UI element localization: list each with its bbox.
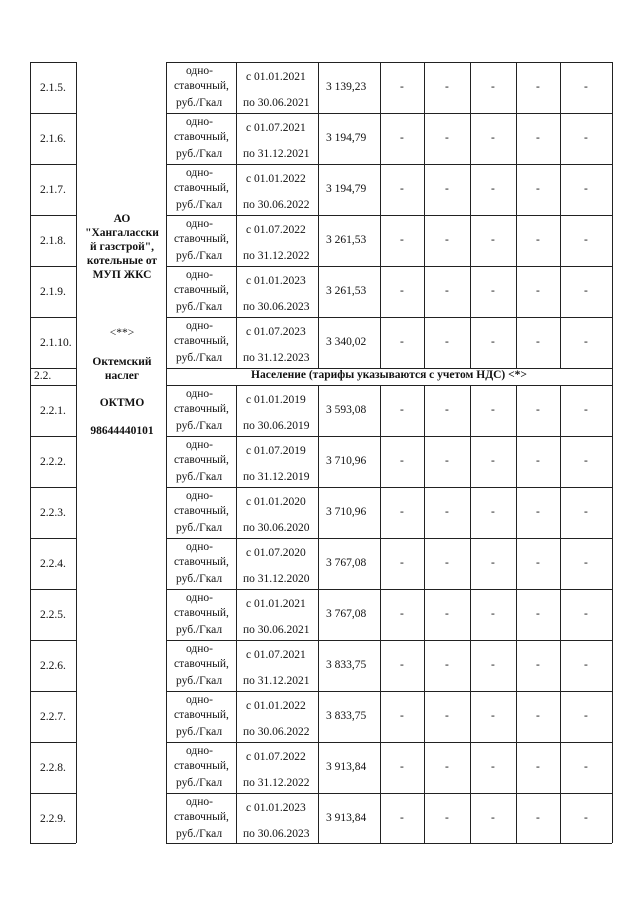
period-to: по 30.06.2019: [243, 420, 310, 432]
empty-dash: -: [536, 812, 540, 824]
row-border: [30, 793, 76, 794]
org-line: й газстрой",: [89, 241, 155, 253]
empty-dash: -: [445, 285, 449, 297]
col-border: [380, 385, 381, 843]
empty-dash: -: [536, 404, 540, 416]
empty-dash: -: [536, 659, 540, 671]
unit-text: одно-: [186, 541, 214, 553]
period-to: по 31.12.2022: [243, 250, 310, 262]
empty-dash: -: [536, 761, 540, 773]
period-to: по 31.12.2021: [243, 675, 310, 687]
unit-text: одно-: [186, 592, 214, 604]
empty-dash: -: [400, 285, 404, 297]
period-to: по 30.06.2020: [243, 522, 310, 534]
row-border: [30, 691, 76, 692]
col-border: [30, 62, 31, 843]
empty-dash: -: [536, 81, 540, 93]
empty-dash: -: [584, 761, 588, 773]
empty-dash: -: [491, 812, 495, 824]
location-line: Октемский: [92, 356, 152, 368]
col-border: [166, 62, 167, 843]
unit-text: руб./Гкал: [176, 675, 223, 687]
row-number: 2.2.1.: [40, 405, 66, 417]
period-to: по 30.06.2022: [243, 199, 310, 211]
empty-dash: -: [536, 234, 540, 246]
empty-dash: -: [536, 455, 540, 467]
org-name: [78, 212, 166, 282]
empty-dash: -: [445, 557, 449, 569]
row-border: [166, 164, 612, 165]
col-border: [424, 62, 425, 368]
unit-text: руб./Гкал: [176, 301, 223, 313]
period-from: с 01.07.2020: [246, 547, 306, 559]
row-border: [166, 215, 612, 216]
empty-dash: -: [445, 81, 449, 93]
col-border: [516, 62, 517, 368]
unit-text: ставочный,: [174, 658, 229, 670]
empty-dash: -: [445, 183, 449, 195]
unit-text: руб./Гкал: [176, 420, 223, 432]
period-from: с 01.07.2021: [246, 649, 306, 661]
unit-text: одно-: [186, 388, 214, 400]
unit-text: руб./Гкал: [176, 726, 223, 738]
tariff-value: 3 261,53: [326, 285, 367, 297]
tariff-value: 3 833,75: [326, 659, 367, 671]
unit-text: одно-: [186, 439, 214, 451]
unit-text: ставочный,: [174, 760, 229, 772]
period-from: с 01.01.2022: [246, 700, 306, 712]
table-bottom: [30, 843, 76, 844]
empty-dash: -: [491, 761, 495, 773]
empty-dash: -: [584, 812, 588, 824]
unit-text: ставочный,: [174, 607, 229, 619]
unit-text: ставочный,: [174, 182, 229, 194]
period-to: по 30.06.2023: [243, 828, 310, 840]
period-to: по 30.06.2022: [243, 726, 310, 738]
row-number: 2.2.6.: [40, 660, 66, 672]
row-number: 2.2.4.: [40, 558, 66, 570]
row-number: 2.1.9.: [40, 286, 66, 298]
unit-text: ставочный,: [174, 80, 229, 92]
empty-dash: -: [491, 455, 495, 467]
empty-dash: -: [536, 285, 540, 297]
tariff-value: 3 139,23: [326, 81, 367, 93]
row-border: [30, 436, 76, 437]
unit-text: ставочный,: [174, 709, 229, 721]
row-number: 2.2.3.: [40, 507, 66, 519]
period-from: с 01.01.2023: [246, 802, 306, 814]
empty-dash: -: [400, 659, 404, 671]
period-to: по 31.12.2021: [243, 148, 310, 160]
tariff-value: 3 593,08: [326, 404, 367, 416]
unit-text: руб./Гкал: [176, 250, 223, 262]
row-border: [166, 113, 612, 114]
empty-dash: -: [445, 659, 449, 671]
empty-dash: -: [584, 336, 588, 348]
row-border: [30, 164, 76, 165]
period-from: с 01.07.2022: [246, 751, 306, 763]
empty-dash: -: [400, 761, 404, 773]
unit-text: руб./Гкал: [176, 573, 223, 585]
empty-dash: -: [491, 404, 495, 416]
unit-text: руб./Гкал: [176, 148, 223, 160]
empty-dash: -: [445, 234, 449, 246]
col-border: [560, 62, 561, 368]
period-from: с 01.01.2022: [246, 173, 306, 185]
period-to: по 30.06.2021: [243, 97, 310, 109]
row-border: [30, 317, 76, 318]
row-border: [166, 317, 612, 318]
unit-text: одно-: [186, 745, 214, 757]
empty-dash: -: [536, 336, 540, 348]
empty-dash: -: [445, 761, 449, 773]
unit-text: руб./Гкал: [176, 522, 223, 534]
period-from: с 01.07.2019: [246, 445, 306, 457]
unit-text: одно-: [186, 320, 214, 332]
tariff-value: 3 767,08: [326, 557, 367, 569]
org-line: МУП ЖКС: [92, 269, 152, 281]
row-border: [30, 113, 76, 114]
unit-text: руб./Гкал: [176, 199, 223, 211]
oktmo-code: 98644440101: [90, 425, 154, 437]
row-border: [30, 538, 76, 539]
col-border: [516, 385, 517, 843]
period-from: с 01.01.2019: [246, 394, 306, 406]
tariff-value: 3 767,08: [326, 608, 367, 620]
unit-text: одно-: [186, 167, 214, 179]
row-border: [30, 742, 76, 743]
col-border: [380, 62, 381, 368]
unit-text: ставочный,: [174, 131, 229, 143]
empty-dash: -: [491, 183, 495, 195]
tariff-value: 3 710,96: [326, 455, 367, 467]
empty-dash: -: [584, 710, 588, 722]
org-line: АО: [113, 213, 131, 225]
empty-dash: -: [584, 608, 588, 620]
empty-dash: -: [584, 81, 588, 93]
col-border: [612, 62, 613, 843]
unit-text: ставочный,: [174, 335, 229, 347]
empty-dash: -: [400, 812, 404, 824]
empty-dash: -: [445, 710, 449, 722]
empty-dash: -: [400, 234, 404, 246]
footnote-marker: <**>: [109, 327, 135, 339]
period-from: с 01.01.2020: [246, 496, 306, 508]
empty-dash: -: [400, 557, 404, 569]
empty-dash: -: [400, 183, 404, 195]
unit-text: ставочный,: [174, 454, 229, 466]
period-from: с 01.07.2022: [246, 224, 306, 236]
empty-dash: -: [400, 336, 404, 348]
col-border: [560, 385, 561, 843]
unit-text: ставочный,: [174, 811, 229, 823]
period-from: с 01.07.2023: [246, 326, 306, 338]
tariff-value: 3 833,75: [326, 710, 367, 722]
row-border: [30, 215, 76, 216]
empty-dash: -: [491, 608, 495, 620]
tariff-value: 3 261,53: [326, 234, 367, 246]
empty-dash: -: [445, 132, 449, 144]
unit-text: руб./Гкал: [176, 471, 223, 483]
empty-dash: -: [536, 608, 540, 620]
row-number: 2.2.8.: [40, 762, 66, 774]
row-border: [166, 742, 612, 743]
row-border: [166, 589, 612, 590]
col-border: [424, 385, 425, 843]
row-border: [166, 640, 612, 641]
period-from: с 01.07.2021: [246, 122, 306, 134]
unit-text: одно-: [186, 269, 214, 281]
unit-text: руб./Гкал: [176, 624, 223, 636]
empty-dash: -: [584, 455, 588, 467]
row-border: [30, 62, 76, 63]
empty-dash: -: [491, 234, 495, 246]
tariff-value: 3 913,84: [326, 812, 367, 824]
empty-dash: -: [445, 336, 449, 348]
empty-dash: -: [400, 404, 404, 416]
period-to: по 31.12.2023: [243, 352, 310, 364]
empty-dash: -: [491, 336, 495, 348]
empty-dash: -: [400, 506, 404, 518]
empty-dash: -: [536, 506, 540, 518]
empty-dash: -: [536, 557, 540, 569]
empty-dash: -: [400, 81, 404, 93]
row-border: [30, 640, 76, 641]
col-border: [470, 385, 471, 843]
row-border: [166, 62, 612, 63]
row-number: 2.1.6.: [40, 133, 66, 145]
empty-dash: -: [536, 183, 540, 195]
empty-dash: -: [491, 710, 495, 722]
row-border: [166, 538, 612, 539]
empty-dash: -: [584, 234, 588, 246]
row-number: 2.1.7.: [40, 184, 66, 196]
unit-text: руб./Гкал: [176, 828, 223, 840]
unit-text: ставочный,: [174, 403, 229, 415]
unit-text: одно-: [186, 490, 214, 502]
unit-text: одно-: [186, 65, 214, 77]
empty-dash: -: [584, 506, 588, 518]
period-to: по 31.12.2020: [243, 573, 310, 585]
unit-text: ставочный,: [174, 233, 229, 245]
empty-dash: -: [584, 132, 588, 144]
period-from: с 01.01.2023: [246, 275, 306, 287]
unit-text: ставочный,: [174, 505, 229, 517]
empty-dash: -: [584, 557, 588, 569]
row-border: [30, 266, 76, 267]
tariff-value: 3 194,79: [326, 132, 367, 144]
empty-dash: -: [445, 455, 449, 467]
empty-dash: -: [536, 710, 540, 722]
empty-dash: -: [491, 132, 495, 144]
row-number: 2.1.5.: [40, 82, 66, 94]
tariff-value: 3 194,79: [326, 183, 367, 195]
location: [78, 355, 166, 383]
empty-dash: -: [445, 608, 449, 620]
section-title: Население (тарифы указываются с учетом НДС) <*>: [251, 369, 527, 381]
row-number: 2.1.8.: [40, 235, 66, 247]
row-border: [30, 589, 76, 590]
unit-text: руб./Гкал: [176, 777, 223, 789]
col-border: [76, 62, 77, 843]
unit-text: одно-: [186, 116, 214, 128]
unit-text: ставочный,: [174, 556, 229, 568]
row-border: [166, 266, 612, 267]
period-to: по 30.06.2021: [243, 624, 310, 636]
empty-dash: -: [445, 404, 449, 416]
row-border: [166, 487, 612, 488]
empty-dash: -: [445, 506, 449, 518]
unit-text: руб./Гкал: [176, 97, 223, 109]
empty-dash: -: [584, 183, 588, 195]
col-border: [236, 385, 237, 843]
col-border: [318, 62, 319, 368]
location-line: наслег: [104, 370, 140, 382]
unit-text: руб./Гкал: [176, 352, 223, 364]
period-to: по 30.06.2023: [243, 301, 310, 313]
tariff-value: 3 340,02: [326, 336, 367, 348]
empty-dash: -: [400, 710, 404, 722]
empty-dash: -: [400, 455, 404, 467]
row-border: [166, 793, 612, 794]
empty-dash: -: [536, 132, 540, 144]
row-number: 2.2.7.: [40, 711, 66, 723]
row-border: [30, 385, 76, 386]
empty-dash: -: [400, 608, 404, 620]
empty-dash: -: [584, 659, 588, 671]
row-number: 2.2.9.: [40, 813, 66, 825]
row-number: 2.2.5.: [40, 609, 66, 621]
col-border: [470, 62, 471, 368]
empty-dash: -: [584, 285, 588, 297]
table-bottom: [166, 843, 612, 844]
period-from: с 01.01.2021: [246, 71, 306, 83]
col-border: [318, 385, 319, 843]
period-to: по 31.12.2019: [243, 471, 310, 483]
row-border: [166, 691, 612, 692]
col-border: [236, 62, 237, 368]
tariff-value: 3 710,96: [326, 506, 367, 518]
tariff-value: 3 913,84: [326, 761, 367, 773]
row-number: 2.2.2.: [40, 456, 66, 468]
period-from: с 01.01.2021: [246, 598, 306, 610]
period-to: по 31.12.2022: [243, 777, 310, 789]
org-line: "Хангаласски: [85, 227, 159, 239]
org-line: котельные от: [86, 255, 158, 267]
unit-text: одно-: [186, 694, 214, 706]
row-border: [166, 385, 612, 386]
section-number: 2.2.: [34, 370, 52, 382]
empty-dash: -: [491, 506, 495, 518]
row-border: [30, 487, 76, 488]
unit-text: одно-: [186, 643, 214, 655]
empty-dash: -: [491, 659, 495, 671]
empty-dash: -: [400, 132, 404, 144]
oktmo-label: ОКТМО: [99, 397, 145, 409]
row-number: 2.1.10.: [40, 337, 72, 349]
unit-text: одно-: [186, 218, 214, 230]
empty-dash: -: [584, 404, 588, 416]
empty-dash: -: [445, 812, 449, 824]
unit-text: одно-: [186, 796, 214, 808]
empty-dash: -: [491, 81, 495, 93]
empty-dash: -: [491, 557, 495, 569]
row-border: [166, 436, 612, 437]
unit-text: ставочный,: [174, 284, 229, 296]
empty-dash: -: [491, 285, 495, 297]
